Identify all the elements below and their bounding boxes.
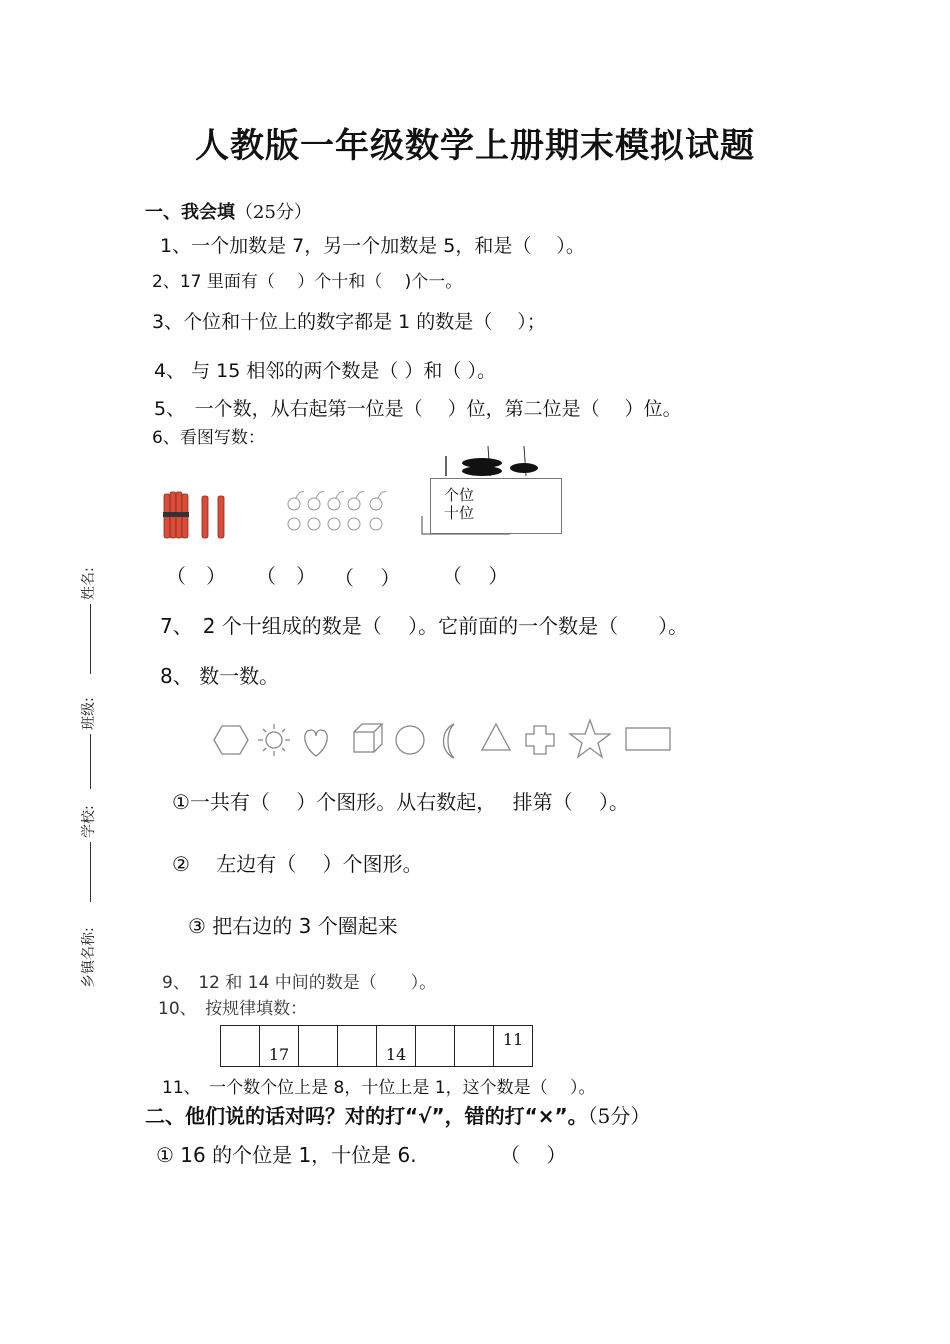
question-2: 2、17 里面有（ ）个十和（ )个一。 (152, 272, 463, 292)
hexagon-icon (214, 726, 248, 754)
question-10: 10、 按规律填数： (158, 999, 308, 1019)
s2-item-1-answer[interactable]: （ ） (500, 1143, 567, 1167)
bead-groups-icon (284, 488, 394, 536)
section1-heading (145, 198, 312, 224)
sequence-cell[interactable] (221, 1026, 260, 1067)
question-7: 7、 2 个十组成的数是（ ）。它前面的一个数是（ ）。 (160, 614, 689, 638)
question-6: 6、看图写数： (152, 428, 265, 448)
sequence-cell[interactable] (299, 1026, 338, 1067)
moon-icon (444, 724, 455, 758)
sidebar-class-label: 班级: (81, 697, 97, 730)
question-8: 8、 数一数。 (160, 664, 280, 688)
sidebar-town-label: 乡镇名称: (81, 927, 97, 988)
section2-heading (145, 1100, 650, 1129)
question-9: 9、 12 和 14 中间的数是（ ）。 (162, 973, 437, 993)
shapes-row (208, 712, 674, 764)
abacus-ones-label: 个位 (444, 486, 475, 504)
sequence-cell: 11 (494, 1026, 533, 1067)
sequence-cell[interactable] (338, 1026, 377, 1067)
question-4: 4、 与 15 相邻的两个数是（ ）和（ ）。 (154, 360, 496, 382)
section1-points: （25分） (235, 202, 312, 223)
question-3: 3、个位和十位上的数字都是 1 的数是（ ）； (152, 311, 546, 333)
sidebar-school-line[interactable] (90, 842, 91, 902)
star-icon (570, 720, 610, 757)
question-8a: ①一共有（ ）个图形。从右数起， 排第（ ）。 (172, 790, 630, 814)
s2-item-1: ① 16 的个位是 1，十位是 6. (156, 1143, 417, 1167)
section2-heading-text: 二、他们说的话对吗？对的打“√”，错的打“×”。 (145, 1104, 588, 1128)
question-8b: ② 左边有（ ）个图形。 (172, 852, 423, 876)
abacus-tens-label: 十位 (444, 504, 475, 522)
stick-bundle-icon (160, 488, 232, 544)
question-5: 5、 一个数，从右起第一位是（ ）位，第二位是（ ）位。 (154, 398, 682, 420)
heart-icon (305, 730, 327, 756)
sequence-cell[interactable] (416, 1026, 455, 1067)
triangle-icon (482, 724, 510, 750)
page-title: 人教版一年级数学上册期末模拟试题 (195, 126, 755, 166)
sequence-table (220, 1025, 533, 1067)
question-11: 11、 一个数个位上是 8，十位上是 1，这个数是（ ）。 (162, 1078, 596, 1098)
sidebar-school-label: 学校: (81, 805, 97, 838)
sidebar-name-line[interactable] (90, 604, 91, 674)
circle-icon (396, 726, 424, 754)
q6-answer-2[interactable]: （ ） (256, 564, 316, 588)
sidebar-class-line[interactable] (90, 734, 91, 789)
sidebar-name-label: 姓名: (81, 567, 97, 600)
q6-answer-1[interactable]: （ ） (166, 564, 226, 588)
sequence-cell[interactable] (455, 1026, 494, 1067)
rectangle-icon (626, 728, 670, 750)
q6-answer-3[interactable]: （ ） (334, 566, 401, 590)
cross-icon (526, 726, 554, 754)
section1-heading-text: 一、我会填 (145, 202, 235, 223)
question-1: 1、一个加数是 7，另一个加数是 5，和是（ ）。 (160, 235, 585, 257)
sequence-cell: 14 (377, 1026, 416, 1067)
sequence-cell: 17 (260, 1026, 299, 1067)
section2-points: （5分） (587, 1104, 651, 1128)
sun-icon (258, 724, 290, 756)
q6-answer-4[interactable]: （ ） (442, 564, 509, 588)
cube-icon (354, 724, 382, 752)
question-8c: ③ 把右边的 3 个圈起来 (188, 914, 398, 938)
